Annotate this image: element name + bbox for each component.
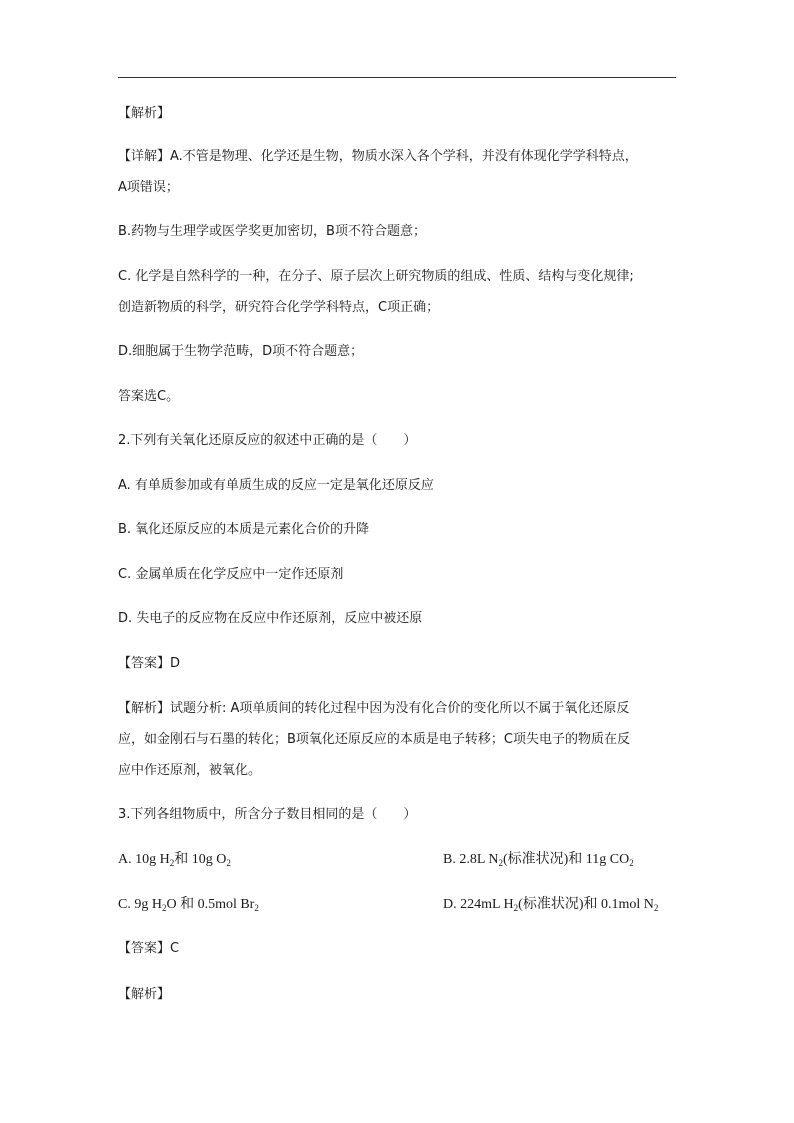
q2-analysis-3: 应中作还原剂，被氧化。 <box>118 763 262 778</box>
q2-option-c: C. 金属单质在化学反应中一定作还原剂 <box>118 567 344 582</box>
detail-line-6: D.细胞属于生物学范畴，D项不符合题意； <box>118 344 364 359</box>
answer-line-1: 答案选C。 <box>118 389 180 404</box>
q3-option-b: B. 2.8L $N_2$(标准状况)和 11g $CO_2$ <box>443 852 634 868</box>
detail-line-2: A项错误； <box>118 180 179 195</box>
detail-line-3: B.药物与生理学或医学奖更加密切，B项不符合题意； <box>118 224 426 239</box>
q3-option-c: C. 9g $H_2O$ 和 0.5mol $Br_2$ <box>118 897 259 913</box>
q2-option-b: B. 氧化还原反应的本质是元素化合价的升降 <box>118 522 370 537</box>
q2-option-d: D. 失电子的反应物在反应中作还原剂，反应中被还原 <box>118 611 423 626</box>
q2-analysis-2: 应，如金刚石与石墨的转化；B项氧化还原反应的本质是电子转移；C项失电子的物质在反 <box>118 732 630 747</box>
q3-option-d: D. 224mL $H_2$(标准状况)和 0.1mol $N_2$ <box>443 897 659 913</box>
q3-option-a: A. 10g $H_2$和 10g $O_2$ <box>118 852 231 868</box>
detail-line-4: C. 化学是自然科学的一种，在分子、原子层次上研究物质的组成、性质、结构与变化规律; <box>118 269 634 284</box>
question-3: 3.下列各组物质中，所含分子数目相同的是（ ） <box>118 807 417 822</box>
header-rule <box>118 77 676 78</box>
q3-analysis-heading: 【解析】 <box>118 987 171 1002</box>
q2-answer: 【答案】D <box>118 656 181 671</box>
question-2: 2.下列有关氧化还原反应的叙述中正确的是（ ） <box>118 433 417 448</box>
q3-answer: 【答案】C <box>118 941 180 956</box>
analysis-heading: 【解析】 <box>118 106 171 121</box>
q2-analysis-1: 【解析】试题分析: A项单质间的转化过程中因为没有化合价的变化所以不属于氧化还原反 <box>118 701 630 716</box>
q2-option-a: A. 有单质参加或有单质生成的反应一定是氧化还原反应 <box>118 478 434 493</box>
detail-line-5: 创造新物质的科学，研究符合化学学科特点，C项正确； <box>118 300 440 315</box>
detail-line-1: 【详解】A.不管是物理、化学还是生物，物质水深入各个学科，并没有体现化学学科特点， <box>118 149 638 164</box>
